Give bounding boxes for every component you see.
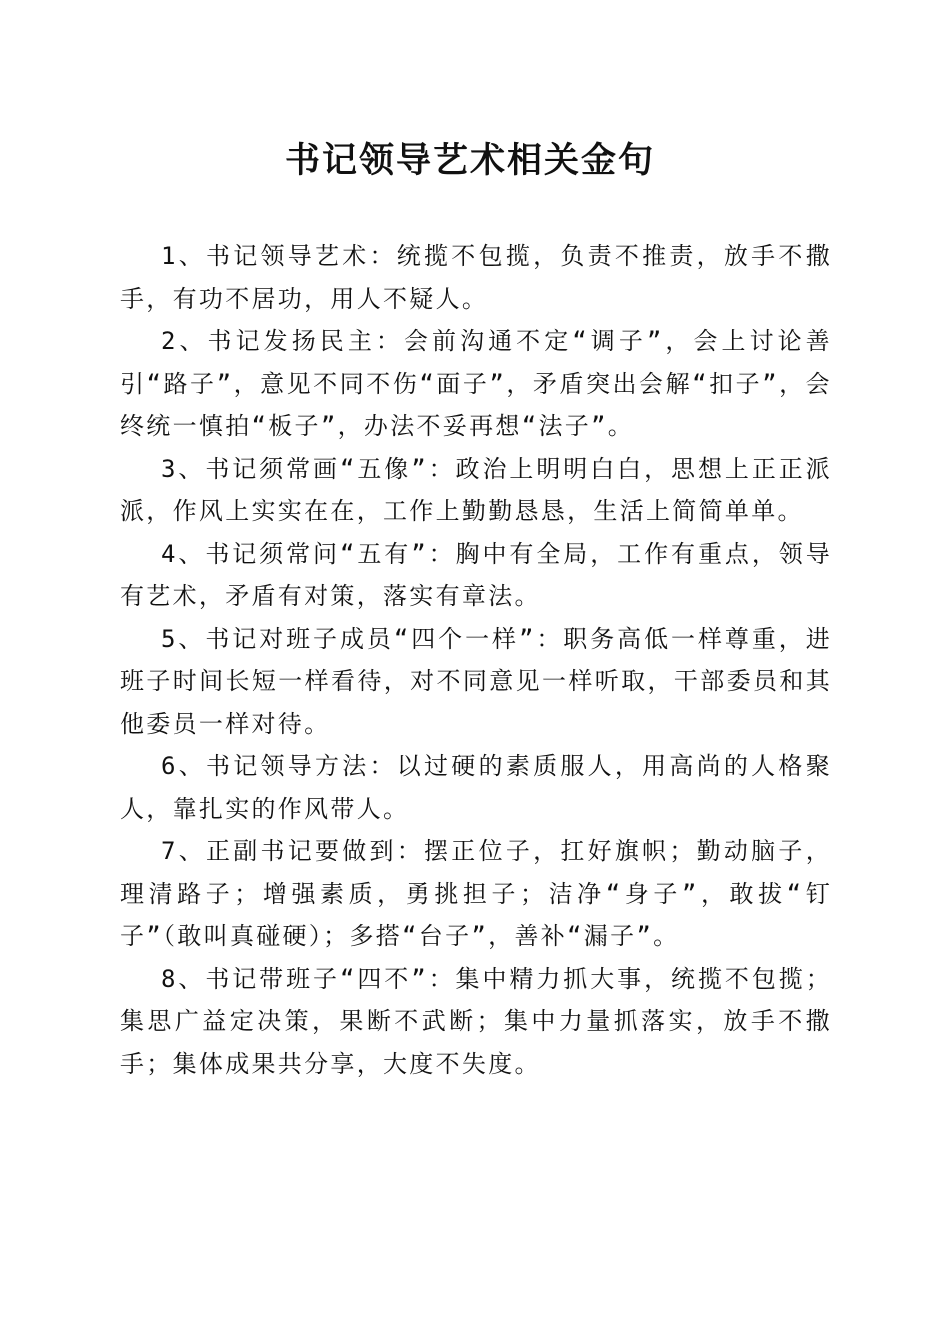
paragraph-6: 6、书记领导方法：以过硬的素质服人，用高尚的人格聚人，靠扎实的作风带人。 xyxy=(120,752,832,823)
paragraph-7: 7、正副书记要做到：摆正位子，扛好旗帜；勤动脑子，理清路子；增强素质，勇挑担子；洁净“身子”，敢拔“钉子”（敢叫真碰硬）；多搭“台子”，善补“漏子”。 xyxy=(120,837,832,950)
paragraph-5: 5、书记对班子成员“四个一样”：职务高低一样尊重，进班子时间长短一样看待，对不同意见一样听取，干部委员和其他委员一样对待。 xyxy=(120,624,832,738)
paragraph-1: 1、书记领导艺术：统揽不包揽，负责不推责，放手不撒手，有功不居功，用人不疑人。 xyxy=(120,242,832,313)
paragraph-3: 3、书记须常画“五像”：政治上明明白白，思想上正正派派，作风上实实在在，工作上勤勤恳恳，生活上简简单单。 xyxy=(120,454,832,525)
page-title: 书记领导艺术相关金句 xyxy=(284,140,655,181)
paragraph-4: 4、书记须常问“五有”：胸中有全局，工作有重点，领导有艺术，矛盾有对策，落实有章法。 xyxy=(120,539,832,610)
paragraph-8: 8、书记带班子“四不”：集中精力抓大事，统揽不包揽；集思广益定决策，果断不武断；集中力量抓落实，放手不撒手；集体成果共分享，大度不失度。 xyxy=(120,964,832,1078)
paragraph-2: 2、书记发扬民主：会前沟通不定“调子”，会上讨论善引“路子”，意见不同不伤“面子”，矛盾突出会解“扣子”，会终统一慎拍“板子”，办法不妥再想“法子”。 xyxy=(120,327,832,440)
document-body xyxy=(120,235,832,1085)
